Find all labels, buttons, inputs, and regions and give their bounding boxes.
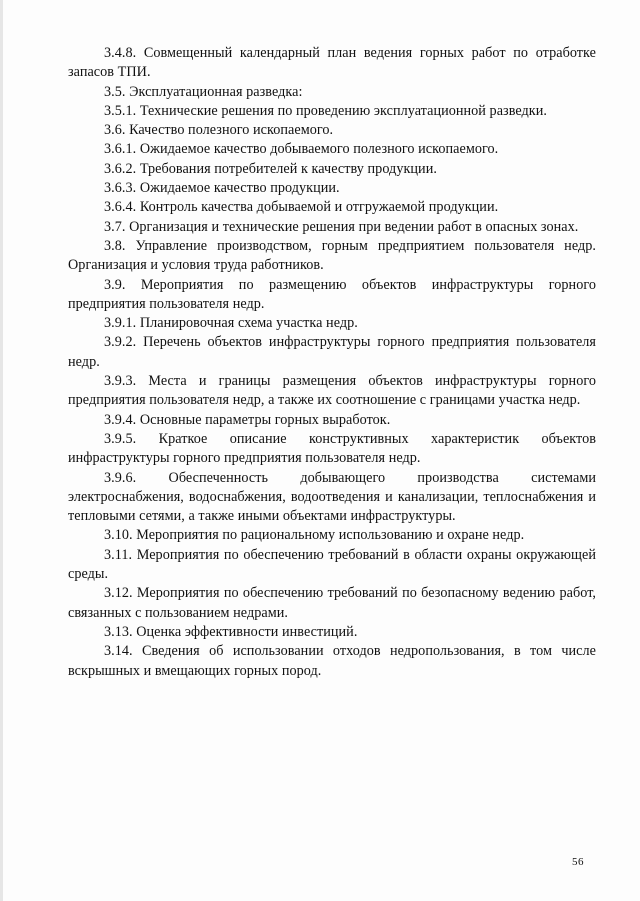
paragraph-3-9-5: 3.9.5. Краткое описание конструктивных характеристик объектов инфраструктуры горного предприятия пользователя недр. — [68, 430, 596, 467]
paragraph-3-6: 3.6. Качество полезного ископаемого. — [104, 122, 334, 139]
paragraph-3-14: 3.14. Сведения об использовании отходов недропользования, в том числе вскрышных и вмещающих горных пород. — [68, 643, 596, 679]
page-number: 56 — [572, 856, 584, 868]
paragraph-3-9: 3.9. Мероприятия по размещению объектов инфраструктуры горного предприятия пользователя недр. — [68, 276, 596, 312]
paragraph-3-7: 3.7. Организация и технические решения при ведении работ в опасных зонах. — [104, 218, 579, 235]
paragraph-3-6-3: 3.6.3. Ожидаемое качество продукции. — [104, 180, 340, 197]
paragraph-3-8: 3.8. Управление производством, горным предприятием пользователя недр. Организация и условия труда работников. — [68, 237, 596, 274]
paragraph-3-6-1: 3.6.1. Ожидаемое качество добываемого полезного ископаемого. — [104, 141, 499, 158]
paragraph-3-9-3: 3.9.3. Места и границы размещения объектов инфраструктуры горного предприятия пользователя недр, а также их соотношение с границами участка недр. — [68, 373, 596, 409]
paragraph-3-13: 3.13. Оценка эффективности инвестиций. — [104, 623, 358, 640]
paragraph-3-11: 3.11. Мероприятия по обеспечению требований в области охраны окружающей среды. — [68, 546, 596, 583]
paragraph-3-6-2: 3.6.2. Требования потребителей к качеству продукции. — [104, 160, 437, 177]
paragraph-3-6-4: 3.6.4. Контроль качества добываемой и отгружаемой продукции. — [104, 199, 499, 216]
paragraph-3-12: 3.12. Мероприятия по обеспечению требований по безопасному ведению работ, связанных с пользованием недрами. — [68, 585, 596, 621]
scan-edge — [0, 0, 3, 901]
paragraph-3-10: 3.10. Мероприятия по рациональному использованию и охране недр. — [104, 527, 525, 544]
document-body — [68, 44, 596, 681]
paragraph-3-9-2: 3.9.2. Перечень объектов инфраструктуры горного предприятия пользователя недр. — [68, 334, 596, 370]
paragraph-3-9-1: 3.9.1. Планировочная схема участка недр. — [104, 315, 358, 332]
paragraph-3-4-8: 3.4.8. Совмещенный календарный план ведения горных работ по отработке запасов ТПИ. — [68, 45, 596, 81]
paragraph-3-9-6: 3.9.6. Обеспеченность добывающего производства системами электроснабжения, водоснабжения, водоотведения и канализации, теплоснабжения и тепловыми сетями, а также иными объектами инфраструктуры. — [68, 469, 596, 525]
paragraph-3-5-1: 3.5.1. Технические решения по проведению эксплуатационной разведки. — [104, 102, 547, 119]
paragraph-3-5: 3.5. Эксплуатационная разведка: — [104, 83, 303, 100]
paragraph-3-9-4: 3.9.4. Основные параметры горных выработок. — [104, 411, 391, 428]
